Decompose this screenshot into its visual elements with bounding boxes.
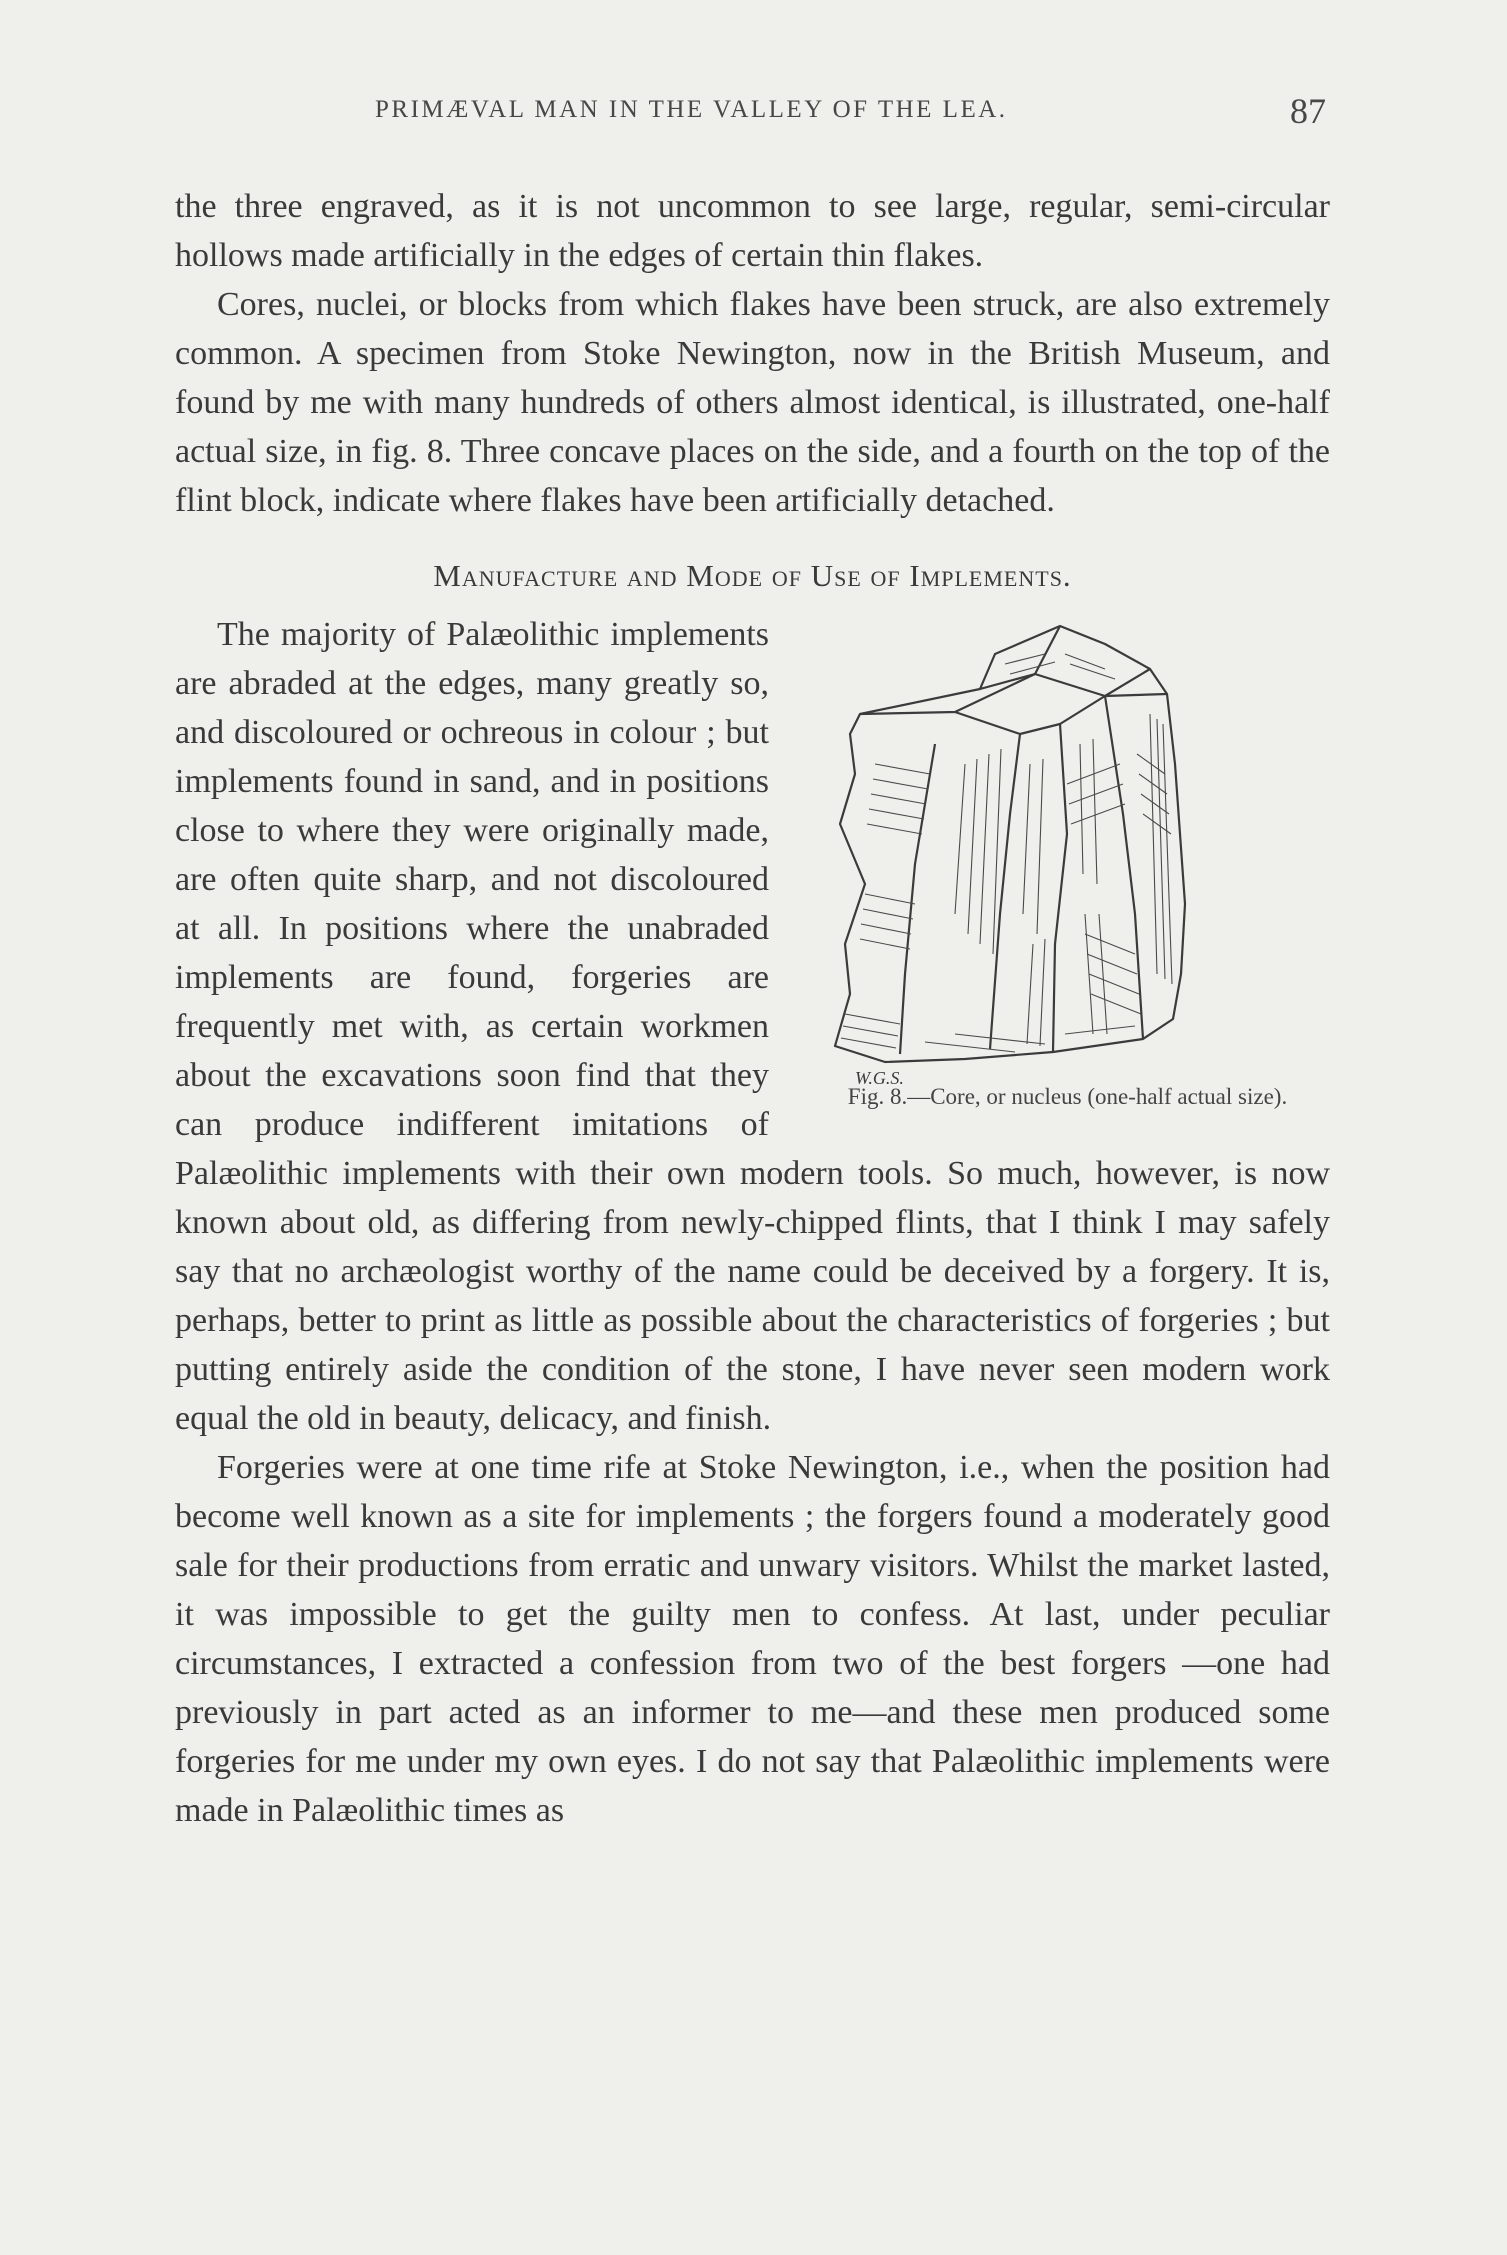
paragraph-cores: Cores, nuclei, or blocks from which flakes have been struck, are also extremely common. A specimen from Stoke Newington, now in the British Museum, and found by me with many hundreds of others almost identical, is illustrated, one-half actual size, in fig. 8. Three concave places on the side, and a fourth on the top of the flint block, indicate where flakes have been artificially detached. — [175, 286, 1330, 519]
paragraph-manufacture: The majority of Palæolithic implements are abraded at the edges, many greatly so, and discoloured or ochreous in colour ; but implements found in sand, and in positions close to where they were originally made, are often quite sharp, and not discoloured at all. In positions where the unabraded implements are found, forgeries are frequently met with, as certain workmen about the excavations soon find that they can produce indifferent imitations of Palæolithic implements with their own modern tools. So much, however, is now known about old, as differing from newly-chipped flints, that I think I may safely say that no archæologist worthy of the name could be deceived by a forgery. It is, perhaps, better to print as little as possible about the characteristics of forgeries ; but putting entirely aside the condition of the stone, I have never seen modern work equal the old in beauty, delicacy, and finish. — [175, 616, 1330, 1437]
figure-8 — [805, 614, 1330, 1110]
page-number: 87 — [1290, 91, 1326, 131]
running-title: PRIMÆVAL MAN IN THE VALLEY OF THE LEA. — [375, 96, 1008, 123]
section-heading: Manufacture and Mode of Use of Implements. — [433, 558, 1072, 593]
flint-core-illustration — [805, 614, 1330, 1088]
body-text — [175, 182, 1330, 1835]
paragraph-forgeries: Forgeries were at one time rife at Stoke Newington, i.e., when the position had become well known as a site for implements ; the forgers found a moderately good sale for their productions from erratic and unwary visitors. Whilst the market lasted, it was impossible to get the guilty men to confess. At last, under peculiar circumstances, I extracted a confession from two of the best forgers —one had previously in part acted as an informer to me—and these men produced some forgeries for me under my own eyes. I do not say that Palæolithic implements were made in Palæolithic times as — [175, 1449, 1330, 1829]
figure-caption: Fig. 8.—Core, or nucleus (one-half actual size). — [847, 1084, 1288, 1109]
engraver-signature: W.G.S. — [855, 1068, 904, 1088]
paragraph-continued: the three engraved, as it is not uncommon to see large, regular, semi-circular hollows made artificially in the edges of certain thin flakes. — [175, 188, 1330, 274]
page-header — [0, 91, 1507, 136]
